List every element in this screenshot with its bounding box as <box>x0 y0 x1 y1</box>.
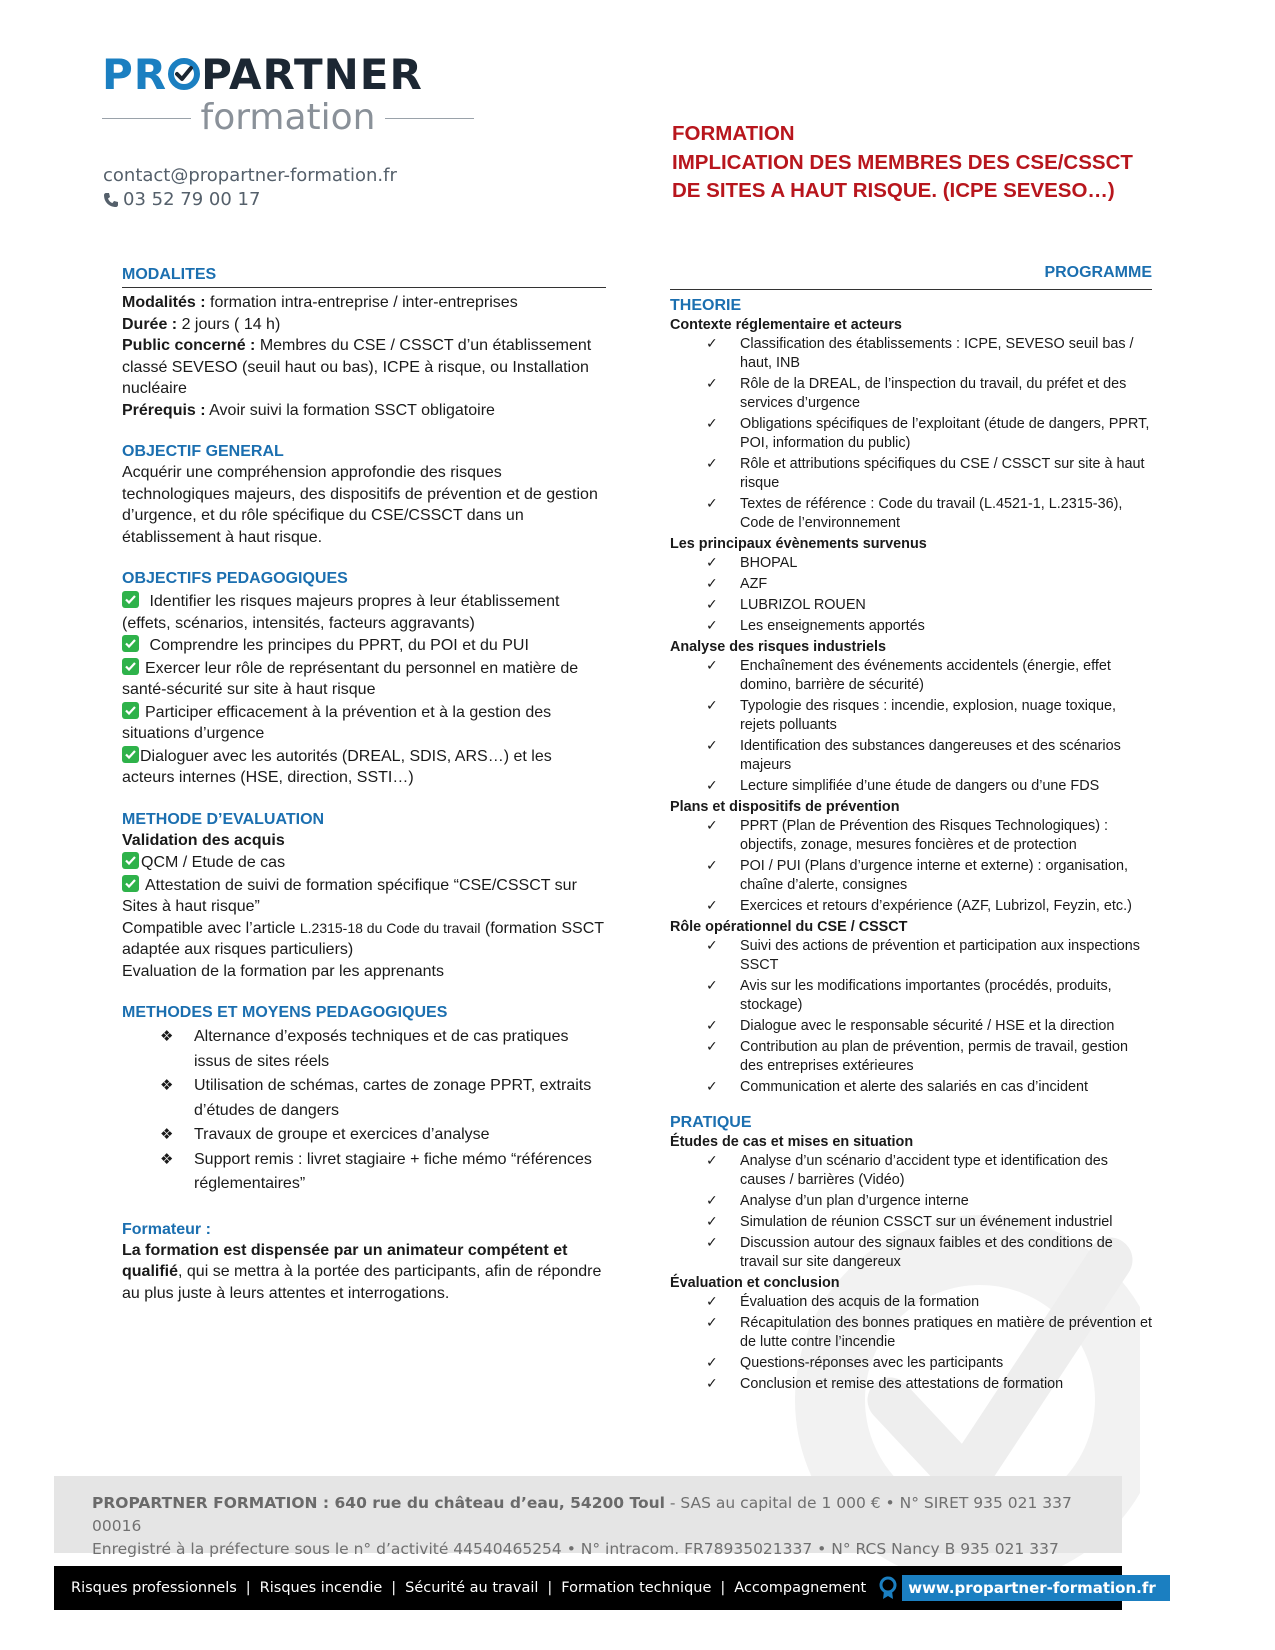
modalites-row: Modalités : formation intra-entreprise / inter-entreprises <box>122 294 518 311</box>
checkmark-icon: ✓ <box>706 576 718 592</box>
pratique-groups <box>670 1133 1152 1394</box>
programme-item: ✓ AZF <box>706 576 768 592</box>
programme-item: ✓ Récapitulation des bonnes pratiques en matière de prévention et de lutte contre l’incendie <box>706 1315 1153 1350</box>
programme-item: ✓ Rôle de la DREAL, de l’inspection du travail, du préfet et des services d’urgence <box>706 376 1127 411</box>
logo-check-icon <box>168 58 200 90</box>
website-url[interactable]: www.propartner-formation.fr <box>902 1575 1170 1601</box>
programme-item: ✓ Typologie des risques : incendie, explosion, nuage toxique, rejets polluants <box>706 698 1117 733</box>
green-check-icon <box>122 635 139 652</box>
programme-item: ✓ Questions-réponses avec les participants <box>706 1355 1004 1371</box>
checkmark-icon: ✓ <box>706 698 718 714</box>
programme-item: ✓ Contribution au plan de prévention, permis de travail, gestion des entreprises extérieures <box>706 1039 1128 1074</box>
checkmark-icon: ✓ <box>706 1376 718 1392</box>
programme-item: ✓ Analyse d’un plan d’urgence interne <box>706 1193 969 1209</box>
modalites-heading: MODALITES <box>122 264 606 288</box>
objective-item: Exercer leur rôle de représentant du personnel en matière de santé-sécurité sur site à haut risque <box>122 659 579 698</box>
checkmark-icon: ✓ <box>706 658 718 674</box>
modalites-row: Public concerné : Membres du CSE / CSSCT d’un établissement classé SEVESO (seuil haut ou bas), ICPE à risque, ou Installation nucléaire <box>122 337 592 397</box>
modalites-row: Durée : 2 jours ( 14 h) <box>122 315 281 333</box>
evaluation-item: QCM / Etude de cas <box>122 852 606 874</box>
programme-subsection-title: Plans et dispositifs de prévention <box>670 799 900 815</box>
checkmark-icon: ✓ <box>706 1294 718 1310</box>
footer-link-risques-incendie[interactable]: Risques incendie <box>259 1580 383 1596</box>
evaluation-section <box>122 809 606 983</box>
methode-item: ❖ Support remis : livret stagiaire + fiche mémo “références réglementaires” <box>122 1148 606 1197</box>
programme-item: ✓ Conclusion et remise des attestations de formation <box>706 1376 1064 1392</box>
programme-item: ✓ Évaluation des acquis de la formation <box>706 1294 980 1310</box>
modalites-section <box>122 264 606 421</box>
programme-item: ✓ Obligations spécifiques de l’exploitant (étude de dangers, PPRT, POI, information du public) <box>706 416 1150 451</box>
green-check-icon <box>122 875 139 892</box>
checkmark-icon: ✓ <box>706 456 718 472</box>
objective-item: Comprendre les principes du PPRT, du POI et du PUI <box>122 635 606 657</box>
checkmark-icon: ✓ <box>706 738 718 754</box>
programme-subsection-title: Analyse des risques industriels <box>670 639 886 655</box>
diamond-bullet-icon: ❖ <box>160 1028 174 1045</box>
programme-item: ✓ PPRT (Plan de Prévention des Risques Technologiques) : objectifs, zonage, mesures foncières et de protection <box>706 818 1108 853</box>
programme-item: ✓ POI / PUI (Plans d’urgence interne et externe) : organisation, chaîne d’alerte, consignes <box>706 858 1128 893</box>
checkmark-icon: ✓ <box>706 778 718 794</box>
modalites-row: Prérequis : Avoir suivi la formation SSCT obligatoire <box>122 401 495 419</box>
theorie-heading: THEORIE <box>670 297 742 314</box>
footer-website[interactable] <box>878 1573 1170 1603</box>
logo-wordmark: PR PARTNER <box>102 50 423 99</box>
footer-link-formation-technique[interactable]: Formation technique <box>561 1580 712 1596</box>
programme-item: ✓ Enchaînement des événements accidentels (énergie, effet domino, barrière de sécurité) <box>706 658 1111 693</box>
company-logo <box>102 52 474 138</box>
checkmark-icon: ✓ <box>706 1193 718 1209</box>
methodes-heading: METHODES ET MOYENS PEDAGOGIQUES <box>122 1004 448 1021</box>
checkmark-icon: ✓ <box>706 1315 718 1331</box>
diamond-bullet-icon: ❖ <box>160 1077 174 1094</box>
evaluation-compat: Compatible avec l’article L.2315-18 du Code du travail (formation SSCT adaptée aux risques particuliers) <box>122 919 604 958</box>
left-column <box>122 264 606 1304</box>
checkmark-icon: ✓ <box>706 597 718 613</box>
checkmark-icon: ✓ <box>706 1235 718 1251</box>
objectifs-pedagogiques-section <box>122 568 606 789</box>
diamond-bullet-icon: ❖ <box>160 1150 174 1168</box>
programme-subsection-title: Contexte réglementaire et acteurs <box>670 317 902 333</box>
objectif-general-text: Acquérir une compréhension approfondie des risques technologiques majeurs, des dispositifs de prévention et de gestion d’urgence, et du rôle spécifique du CSE/CSSCT dans un établissement à haut risque. <box>122 464 598 546</box>
footer-company-info <box>54 1476 1122 1558</box>
programme-item: ✓ Rôle et attributions spécifiques du CSE / CSSCT sur site à haut risque <box>706 456 1145 491</box>
contact-block <box>103 164 397 212</box>
programme-item: ✓ Identification des substances dangereuses et des scénarios majeurs <box>706 738 1121 773</box>
evaluation-item: Attestation de suivi de formation spécifique “CSE/CSSCT sur Sites à haut risque” <box>122 876 577 915</box>
green-check-icon <box>122 852 139 869</box>
formateur-heading: Formateur : <box>122 1220 211 1238</box>
green-check-icon <box>122 591 139 608</box>
programme-item: ✓ Simulation de réunion CSSCT sur un événement industriel <box>706 1214 1113 1230</box>
evaluation-subheading: Validation des acquis <box>122 831 285 849</box>
programme-heading: PROGRAMME <box>670 262 1152 290</box>
programme-item: ✓ Suivi des actions de prévention et participation aux inspections SSCT <box>706 938 1140 973</box>
programme-subsection-title: Rôle opérationnel du CSE / CSSCT <box>670 919 908 935</box>
footer-link-accompagnement[interactable]: Accompagnement <box>734 1580 867 1596</box>
programme-item: ✓ Communication et alerte des salariés en cas d’incident <box>706 1079 1088 1095</box>
footer-nav-bar: Risques professionnels | Risques incendie | Sécurité au travail | Formation technique | Accompagnement www.propartner-formation.fr <box>54 1566 1122 1610</box>
programme-item: ✓ Analyse d’un scénario d’accident type et identification des causes / barrières (Vidéo) <box>706 1153 1108 1188</box>
methode-item: ❖ Utilisation de schémas, cartes de zonage PPRT, extraits d’études de dangers <box>122 1074 606 1123</box>
checkmark-icon: ✓ <box>706 1153 718 1169</box>
page-title: FORMATION IMPLICATION DES MEMBRES DES CSE/CSSCT DE SITES A HAUT RISQUE. (ICPE SEVESO…) <box>672 122 1133 202</box>
badge-icon <box>878 1576 898 1600</box>
pratique-heading: PRATIQUE <box>670 1114 752 1131</box>
programme-item: ✓ Avis sur les modifications importantes (procédés, produits, stockage) <box>706 978 1112 1013</box>
programme-item: ✓ BHOPAL <box>706 555 798 571</box>
checkmark-icon: ✓ <box>706 898 718 914</box>
footer-link-securite-travail[interactable]: Sécurité au travail <box>405 1580 539 1596</box>
objective-item: Participer efficacement à la prévention et à la gestion des situations d’urgence <box>122 703 552 742</box>
programme-item: ✓ Lecture simplifiée d’une étude de dangers ou d’une FDS <box>706 778 1100 794</box>
checkmark-icon: ✓ <box>706 416 718 432</box>
phone-icon <box>103 192 119 208</box>
checkmark-icon: ✓ <box>706 1355 718 1371</box>
checkmark-icon: ✓ <box>706 978 718 994</box>
checkmark-icon: ✓ <box>706 858 718 874</box>
programme-subsection-title: Les principaux évènements survenus <box>670 536 927 552</box>
programme-subsection-title: Études de cas et mises en situation <box>670 1134 914 1150</box>
checkmark-icon: ✓ <box>706 818 718 834</box>
methodes-list <box>122 1025 606 1197</box>
programme-item: ✓ Textes de référence : Code du travail (L.4521-1, L.2315-36), Code de l’environnement <box>706 496 1123 531</box>
green-check-icon <box>122 702 139 719</box>
programme-item: ✓ LUBRIZOL ROUEN <box>706 597 866 613</box>
contact-phone-row <box>103 188 397 212</box>
objectif-general-heading: OBJECTIF GENERAL <box>122 443 284 460</box>
objective-item: Identifier les risques majeurs propres à leur établissement (effets, scénarios, intensités, facteurs aggravants) <box>122 593 560 632</box>
checkmark-icon: ✓ <box>706 1214 718 1230</box>
green-check-icon <box>122 658 139 675</box>
programme-column <box>670 262 1152 1396</box>
checkmark-icon: ✓ <box>706 376 718 392</box>
checkmark-icon: ✓ <box>706 1018 718 1034</box>
programme-item: ✓ Discussion autour des signaux faibles et des conditions de travail sur site dangereux <box>706 1235 1113 1270</box>
programme-item: ✓ Dialogue avec le responsable sécurité / HSE et la direction <box>706 1018 1115 1034</box>
checkmark-icon: ✓ <box>706 496 718 512</box>
objectifs-pedagogiques-heading: OBJECTIFS PEDAGOGIQUES <box>122 570 348 587</box>
checkmark-icon: ✓ <box>706 555 718 571</box>
theorie-groups <box>670 316 1152 1097</box>
methodes-section <box>122 1002 606 1197</box>
green-check-icon <box>122 746 139 763</box>
footer-line-1: PROPARTNER FORMATION : 640 rue du château d’eau, 54200 Toul - SAS au capital de 1 000 € • N° SIRET 935 021 337 00016 <box>92 1494 1072 1535</box>
contact-email[interactable]: contact@propartner-formation.fr <box>103 165 397 186</box>
footer-line-2: Enregistré à la préfecture sous le n° d’activité 44540465254 • N° intracom. FR78935021337 • N° RCS Nancy B 935 021 337 <box>92 1540 1059 1558</box>
objectif-general-section <box>122 441 606 548</box>
footer-link-risques-professionnels[interactable]: Risques professionnels <box>71 1580 237 1596</box>
evaluation-heading: METHODE D’EVALUATION <box>122 810 325 828</box>
programme-item: ✓ Les enseignements apportés <box>706 618 925 634</box>
checkmark-icon: ✓ <box>706 1039 718 1055</box>
formateur-section <box>122 1219 606 1305</box>
programme-subsection-title: Évaluation et conclusion <box>670 1275 840 1291</box>
methode-item: ❖ Travaux de groupe et exercices d’analyse <box>122 1123 606 1148</box>
objective-item: Dialoguer avec les autorités (DREAL, SDIS, ARS…) et les acteurs internes (HSE, direction, SSTI…) <box>122 747 552 786</box>
checkmark-icon: ✓ <box>706 1079 718 1095</box>
checkmark-icon: ✓ <box>706 938 718 954</box>
diamond-bullet-icon: ❖ <box>160 1126 174 1143</box>
evaluation-last-line: Evaluation de la formation par les apprenants <box>122 962 444 980</box>
checkmark-icon: ✓ <box>706 336 718 352</box>
methode-item: ❖ Alternance d’exposés techniques et de cas pratiques issus de sites réels <box>122 1025 606 1074</box>
programme-item: ✓ Classification des établissements : ICPE, SEVESO seuil bas / haut, INB <box>706 336 1134 371</box>
programme-item: ✓ Exercices et retours d’expérience (AZF, Lubrizol, Feyzin, etc.) <box>706 898 1132 914</box>
logo-subtitle: formation <box>102 98 474 138</box>
checkmark-icon: ✓ <box>706 618 718 634</box>
formateur-text: La formation est dispensée par un animateur compétent et qualifié, qui se mettra à la portée des participants, afin de répondre au plus juste à leurs attentes et interrogations. <box>122 1241 602 1302</box>
contact-phone[interactable]: 03 52 79 00 17 <box>123 189 261 210</box>
